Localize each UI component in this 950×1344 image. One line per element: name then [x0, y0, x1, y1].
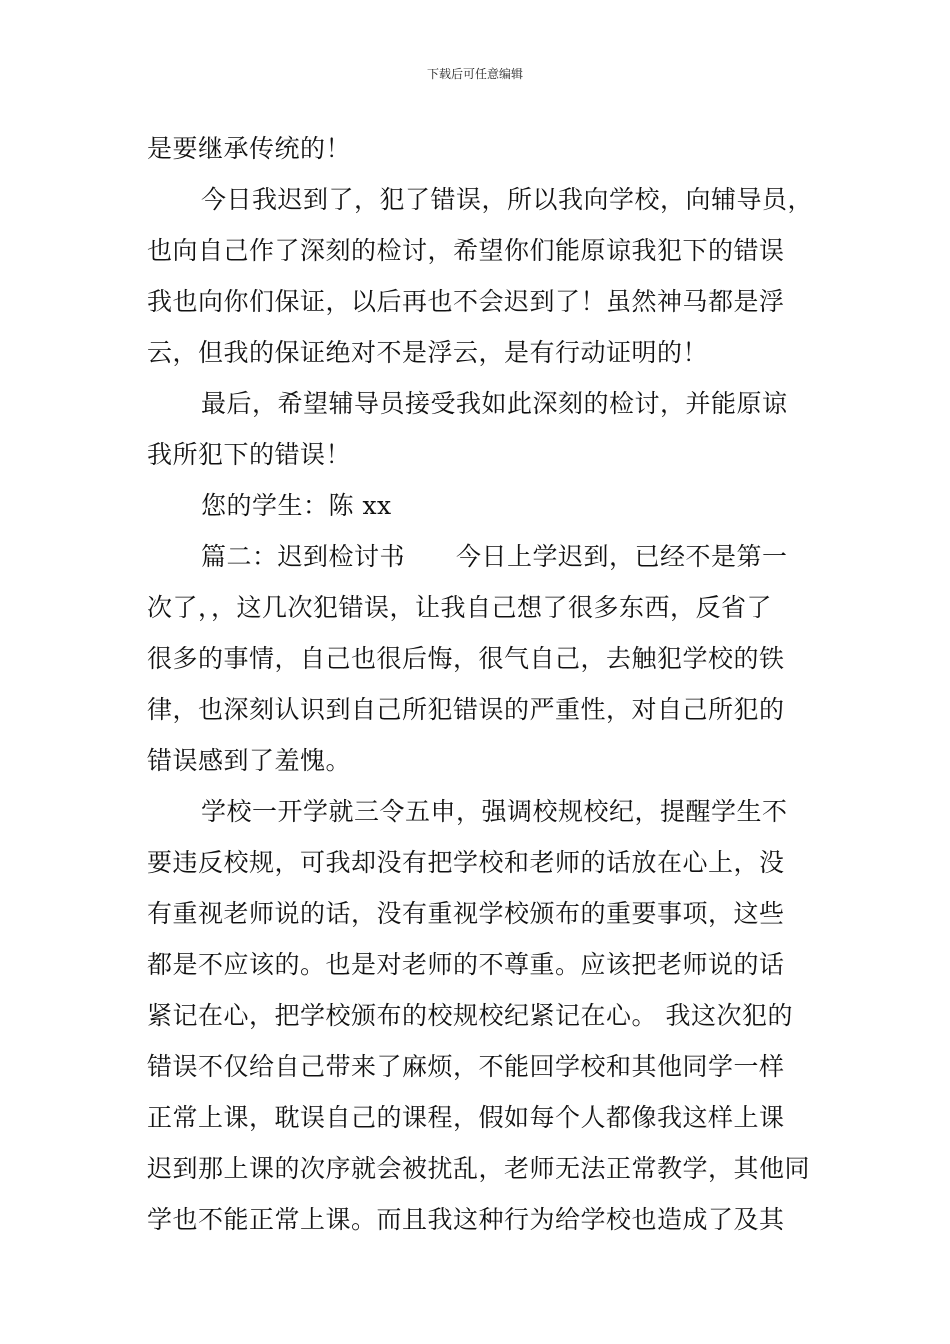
text-line: 学校一开学就三令五申，强调校规校纪，提醒学生不	[201, 797, 788, 826]
text-line: 律，也深刻认识到自己所犯错误的严重性，对自己所犯的	[147, 695, 785, 724]
text-line: 今日我迟到了，犯了错误，所以我向学校，向辅导员，	[201, 185, 814, 214]
text-line: 都是不应该的。也是对老师的不尊重。应该把老师说的话	[147, 950, 785, 979]
text-line: 正常上课，耽误自己的课程，假如每个人都像我这样上课	[147, 1103, 785, 1132]
text-line: 有重视老师说的话，没有重视学校颁布的重要事项，这些	[147, 899, 785, 928]
page-header: 下载后可任意编辑	[426, 67, 523, 81]
text-line: 要违反校规，可我却没有把学校和老师的话放在心上，没	[147, 848, 785, 877]
text-line: 您的学生：陈 xx	[201, 491, 392, 520]
document-body	[147, 126, 814, 1248]
text-line: 很多的事情，自己也很后悔，很气自己，去触犯学校的铁	[147, 644, 785, 673]
text-line: 迟到那上课的次序就会被扰乱，老师无法正常教学，其他同	[147, 1154, 811, 1183]
text-line: 学也不能正常上课。而且我这种行为给学校也造成了及其	[147, 1205, 785, 1234]
text-line: 我也向你们保证，以后再也不会迟到了！虽然神马都是浮	[147, 287, 785, 316]
text-line: 紧记在心，把学校颁布的校规校纪紧记在心。 我这次犯的	[147, 1001, 793, 1030]
text-line: 篇二：迟到检讨书 今日上学迟到，已经不是第一	[201, 542, 788, 571]
text-line: 次了，，这几次犯错误，让我自己想了很多东西，反省了	[147, 593, 773, 622]
text-line: 我所犯下的错误！	[147, 440, 352, 469]
text-line: 云，但我的保证绝对不是浮云，是有行动证明的！	[147, 338, 709, 367]
text-line: 错误感到了羞愧。	[147, 746, 352, 775]
text-line: 也向自己作了深刻的检讨，希望你们能原谅我犯下的错误	[147, 236, 785, 265]
text-line: 最后，希望辅导员接受我如此深刻的检讨，并能原谅	[201, 389, 788, 418]
text-line: 是要继承传统的！	[147, 134, 352, 163]
text-line: 错误不仅给自己带来了麻烦，不能回学校和其他同学一样	[147, 1052, 785, 1081]
